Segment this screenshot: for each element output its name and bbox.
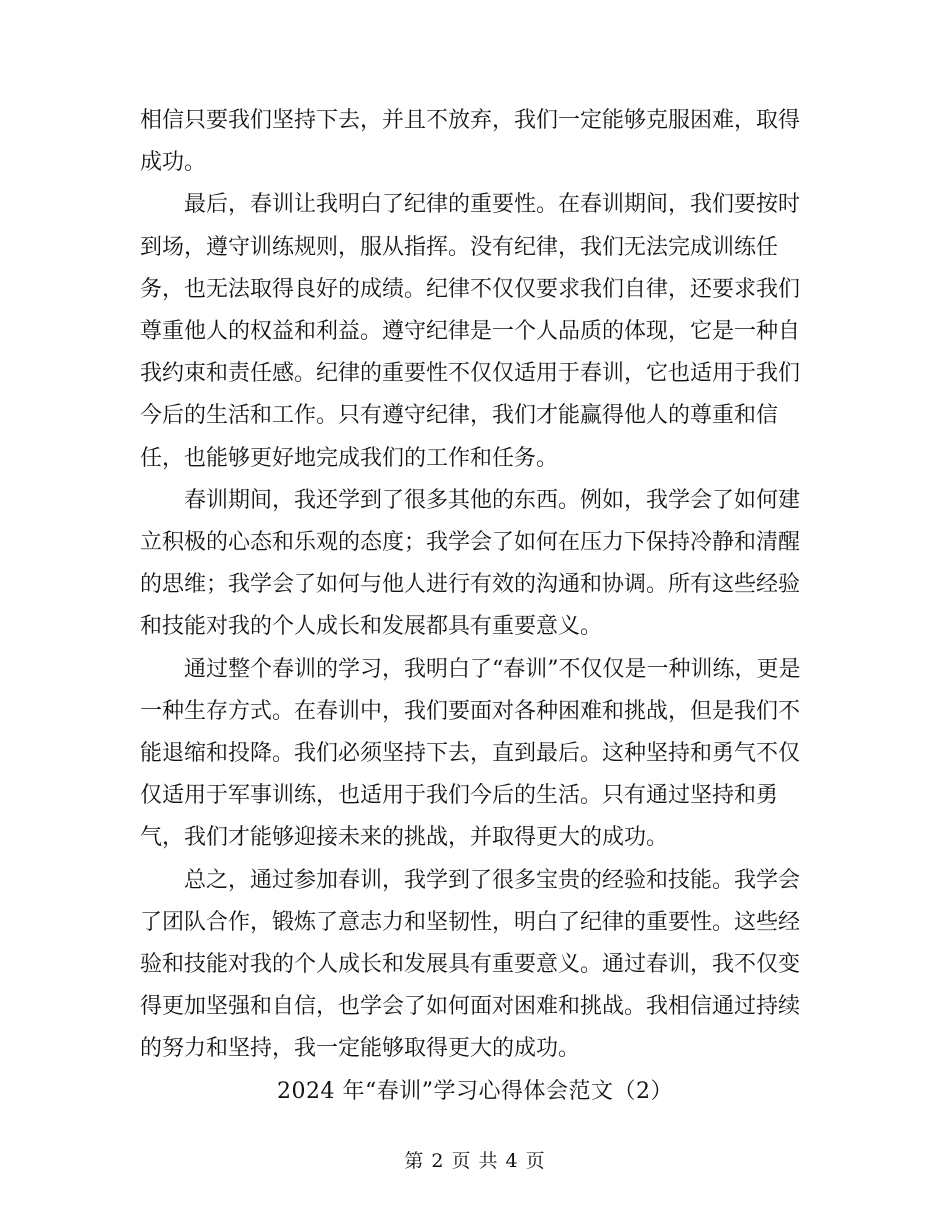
page-footer: 第 2 页 共 4 页	[404, 1150, 546, 1172]
paragraph-way-of-life: 通过整个春训的学习，我明白了“春训”不仅仅是一种训练，更是一种生存方式。在春训中，我们要面对各种困难和挑战，但是我们不能退缩和投降。我们必须坚持下去，直到最后。这种坚持和勇气不仅仅适用于军事训练，也适用于我们今后的生活。只有通过坚持和勇气，我们才能够迎接未来的挑战，并取得更大的成功。	[140, 656, 801, 851]
document-body	[140, 100, 810, 1113]
paragraph-discipline: 最后，春训让我明白了纪律的重要性。在春训期间，我们要按时到场，遵守训练规则，服从指挥。没有纪律，我们无法完成训练任务，也无法取得良好的成绩。纪律不仅仅要求我们自律，还要求我们尊重他人的权益和利益。遵守纪律是一个人品质的体现，它是一种自我约束和责任感。纪律的重要性不仅仅适用于春训，它也适用于我们今后的生活和工作。只有遵守纪律，我们才能赢得他人的尊重和信任，也能够更好地完成我们的工作和任务。	[140, 192, 801, 471]
paragraph-continuation: 相信只要我们坚持下去，并且不放弃，我们一定能够克服困难，取得成功。	[140, 108, 801, 176]
paragraph-conclusion: 总之，通过参加春训，我学到了很多宝贵的经验和技能。我学会了团队合作，锻炼了意志力和坚韧性，明白了纪律的重要性。这些经验和技能对我的个人成长和发展具有重要意义。通过春训，我不仅变得更加坚强和自信，也学会了如何面对困难和挑战。我相信通过持续的努力和坚持，我一定能够取得更大的成功。	[140, 867, 801, 1062]
paragraph-other-learnings: 春训期间，我还学到了很多其他的东西。例如，我学会了如何建立积极的心态和乐观的态度；我学会了如何在压力下保持冷静和清醒的思维；我学会了如何与他人进行有效的沟通和协调。所有这些经验和技能对我的个人成长和发展都具有重要意义。	[140, 487, 801, 640]
section-heading: 2024 年“春训”学习心得体会范文（2）	[277, 1078, 673, 1104]
